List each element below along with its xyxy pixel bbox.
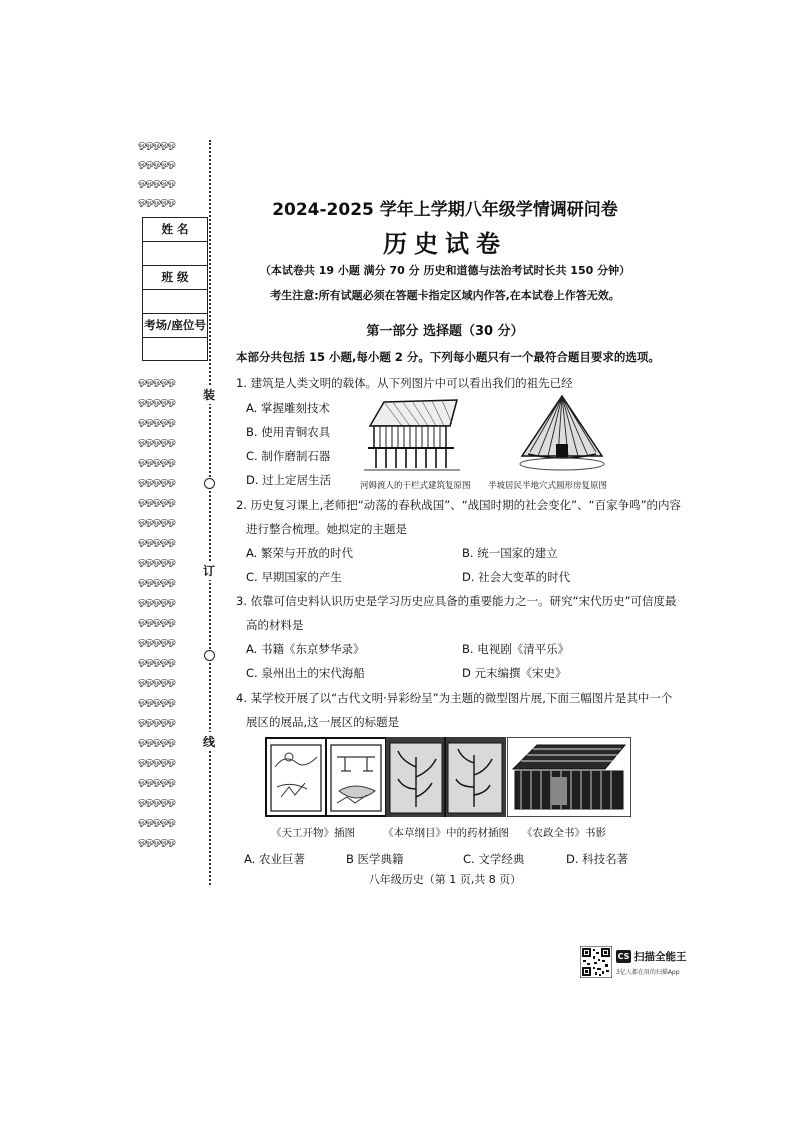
question-2-option-c[interactable]: C. 早期国家的产生: [246, 570, 342, 584]
name-label: 姓 名: [143, 218, 207, 242]
student-info-box: [142, 217, 208, 361]
question-3-option-a[interactable]: A. 书籍《东京梦华录》: [246, 642, 365, 656]
scanner-title: 扫描全能王: [634, 951, 687, 963]
binding-wave: ஓஓஓஓஓ: [138, 716, 175, 727]
binding-wave: ஓஓஓஓஓ: [138, 196, 175, 207]
binding-wave: ஓஓஓஓஓ: [138, 436, 175, 447]
question-1-caption-1: 河姆渡人的干栏式建筑复原图: [360, 481, 471, 491]
binding-wave: ஓஓஓஓஓ: [138, 596, 175, 607]
seat-field[interactable]: [143, 338, 207, 361]
question-2-stem-line-1: 2. 历史复习课上,老师把“动荡的春秋战国”、“战国时期的社会变化”、“百家争鸣”的内容: [236, 498, 682, 512]
question-1-option-a[interactable]: A. 掌握雕刻技术: [246, 401, 330, 415]
binding-wave: ஓஓஓஓஓ: [138, 736, 175, 747]
binding-wave: ஓஓஓஓஓ: [138, 416, 175, 427]
question-3-stem-line-2: 高的材料是: [246, 618, 304, 632]
question-3-option-d[interactable]: D 元末编撰《宋史》: [462, 666, 567, 680]
subject-title: 历史试卷: [383, 230, 507, 258]
binding-wave: ஓஓஓஓஓ: [138, 476, 175, 487]
question-2-option-d[interactable]: D. 社会大变革的时代: [462, 570, 571, 584]
binding-wave: ஓஓஓஓஓ: [138, 636, 175, 647]
binding-char-xian: 线: [203, 732, 215, 751]
stilt-house-illustration: [362, 396, 462, 474]
question-1-stem: 1. 建筑是人类文明的载体。从下列图片中可以看出我们的祖先已经: [236, 376, 573, 390]
question-3-option-b[interactable]: B. 电视剧《清平乐》: [462, 642, 570, 656]
qr-code-icon: [580, 946, 612, 978]
scanner-watermark: [580, 946, 720, 982]
binding-wave: ஓஓஓஓஓ: [138, 376, 175, 387]
binding-wave: ஓஓஓஓஓ: [138, 396, 175, 407]
page-footer: 八年级历史（第 1 页,共 8 页）: [368, 873, 522, 886]
binding-dashed-line: [209, 140, 211, 885]
question-1-caption-2: 半坡居民半地穴式圆形房复原图: [488, 481, 608, 491]
question-4-caption-1: 《天工开物》插图: [271, 827, 355, 839]
binding-wave: ஓஓஓஓஓ: [138, 158, 175, 169]
class-label: 班 级: [143, 266, 207, 290]
binding-char-zhuang: 装: [203, 385, 215, 404]
binding-wave: ஓஓஓஓஓ: [138, 776, 175, 787]
binding-wave: ஓஓஓஓஓ: [138, 796, 175, 807]
binding-wave: ஓஓஓஓஓ: [138, 576, 175, 587]
binding-wave: ஓஓஓஓஓ: [138, 496, 175, 507]
class-field[interactable]: [143, 290, 207, 314]
question-4-caption-3: 《农政全书》书影: [522, 827, 606, 839]
exam-notice: 考生注意:所有试题必须在答题卡指定区域内作答,在本试卷上作答无效。: [270, 289, 620, 302]
camscanner-logo-icon: CS: [617, 952, 630, 961]
scanner-subtitle: 3亿人都在用的扫描App: [616, 969, 680, 976]
question-1-option-d[interactable]: D. 过上定居生活: [246, 473, 332, 487]
name-field[interactable]: [143, 242, 207, 266]
binding-wave: ஓஓஓஓஓ: [138, 616, 175, 627]
question-4-option-a[interactable]: A. 农业巨著: [244, 852, 305, 866]
question-4-caption-2: 《本草纲目》中的药材插图: [383, 827, 509, 839]
binding-char-ding: 订: [203, 561, 215, 580]
binding-wave: ஓஓஓஓஓ: [138, 139, 175, 150]
binding-wave: ஓஓஓஓஓ: [138, 656, 175, 667]
exam-title: 2024-2025 学年上学期八年级学情调研问卷: [272, 200, 618, 220]
binding-wave: ஓஓஓஓஓ: [138, 516, 175, 527]
binding-wave: ஓஓஓஓஓ: [138, 676, 175, 687]
question-4-option-b[interactable]: B 医学典籍: [346, 852, 404, 866]
section-title: 第一部分 选择题（30 分）: [366, 324, 524, 339]
binding-wave: ஓஓஓஓஓ: [138, 177, 175, 188]
question-2-stem-line-2: 进行整合梳理。她拟定的主题是: [246, 522, 407, 536]
binding-wave: ஓஓஓஓஓ: [138, 536, 175, 547]
bencao-gangmu-illustration: [386, 737, 506, 817]
section-instruction: 本部分共包括 15 小题,每小题 2 分。下列每小题只有一个最符合题目要求的选项。: [236, 350, 660, 364]
binding-wave: ஓஓஓஓஓ: [138, 556, 175, 567]
tiangong-kaiwu-illustration: [265, 737, 387, 817]
question-4-stem-line-1: 4. 某学校开展了以“古代文明·异彩纷呈”为主题的微型图片展,下面三幅图片是其中一个: [236, 691, 673, 705]
binding-wave: ஓஓஓஓஓ: [138, 696, 175, 707]
question-3-option-c[interactable]: C. 泉州出土的宋代海船: [246, 666, 365, 680]
exam-subnote: （本试卷共 19 小题 满分 70 分 历史和道德与法治考试时长共 150 分钟）: [259, 264, 631, 277]
question-4-option-c[interactable]: C. 文学经典: [463, 852, 525, 866]
nongzheng-quanshu-illustration: [507, 737, 631, 817]
binding-hole-icon: [204, 650, 215, 661]
question-1-option-c[interactable]: C. 制作磨制石器: [246, 449, 331, 463]
question-4-option-d[interactable]: D. 科技名著: [566, 852, 629, 866]
binding-wave: ஓஓஓஓஓ: [138, 756, 175, 767]
binding-wave: ஓஓஓஓஓ: [138, 836, 175, 847]
round-hut-illustration: [518, 392, 606, 474]
binding-wave: ஓஓஓஓஓ: [138, 456, 175, 467]
question-1-option-b[interactable]: B. 使用青铜农具: [246, 425, 331, 439]
question-2-option-a[interactable]: A. 繁荣与开放的时代: [246, 546, 353, 560]
binding-wave: ஓஓஓஓஓ: [138, 816, 175, 827]
question-4-stem-line-2: 展区的展品,这一展区的标题是: [246, 715, 400, 729]
question-3-stem-line-1: 3. 依靠可信史料认识历史是学习历史应具备的重要能力之一。研究“宋代历史”可信度最: [236, 594, 677, 608]
seat-label: 考场/座位号: [143, 314, 207, 338]
binding-hole-icon: [204, 478, 215, 489]
question-2-option-b[interactable]: B. 统一国家的建立: [462, 546, 558, 560]
